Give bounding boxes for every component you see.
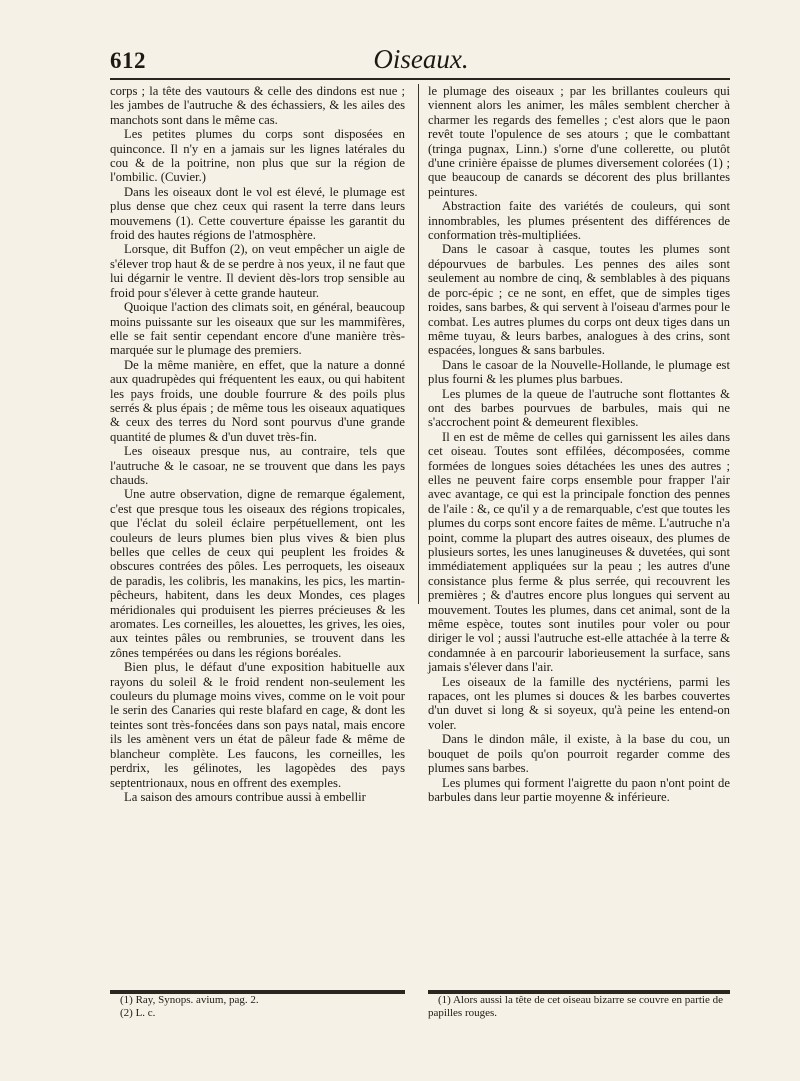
right-column	[428, 84, 730, 804]
paragraph: Les petites plumes du corps sont disposées en quinconce. Il n'y en a jamais sur les lignes latérales du cou & de la poitrine, non plus que sur la région de l'ombilic. (Cuvier.)	[110, 127, 405, 185]
paragraph: Abstraction faite des variétés de couleurs, qui sont innombrables, les plumes présentent des différences de conformation très-multipliées.	[428, 199, 730, 243]
paragraph: De la même manière, en effet, que la nature a donné aux quadrupèdes qui fréquentent les eaux, ou qui habitent les pays froids, une double fourrure & des poils plus serrés & plus épais ; de même tous les oiseaux aquatiques & ceux des terres du Nord sont pourvus d'une grande quantité de plumes & d'un duvet très-fin.	[110, 357, 405, 444]
paragraph: Quoique l'action des climats soit, en général, beaucoup moins puissante sur les oiseaux que sur les mammifères, elle se fait sentir cependant encore d'une manière très-marquée sur le plumage des premiers.	[110, 300, 405, 358]
paragraph: Dans le dindon mâle, il existe, à la base du cou, un bouquet de poils qu'on pourroit regarder comme des plumes sans barbes.	[428, 732, 730, 776]
paragraph: Dans les oiseaux dont le vol est élevé, le plumage est plus dense que chez ceux qui rasent la terre dans leurs mouvemens (1). Cette couverture épaisse les garantit du froid des hautes régions de l'atmosphère.	[110, 184, 405, 243]
paragraph: Dans le casoar de la Nouvelle-Hollande, le plumage est plus fourni & les plumes plus barbues.	[428, 357, 730, 387]
paragraph: Bien plus, le défaut d'une exposition habituelle aux rayons du soleil & le froid rendent non-seulement les couleurs du plumage moins vives, comme on le voit pour le serin des Canaries qui reste blafard en cage, & dont les teintes sont très-foncées dans son pays natal, mais encore ils les amènent vers un état de pâleur fade & même de blancheur complète. Les faucons, les corneilles, les perdrix, les gélinotes, les lagopèdes des pays septentrionaux, nous en offrent des exemples.	[110, 660, 405, 790]
footnote-rule	[110, 990, 405, 994]
paragraph: Les oiseaux presque nus, au contraire, tels que l'autruche & le casoar, ne se trouvent que dans les pays chauds.	[110, 444, 405, 487]
footnote: (2) L. c.	[120, 1007, 156, 1019]
footnote: (1) Alors aussi la tête de cet oiseau bizarre se couvre en partie de papilles rouges.	[428, 994, 723, 1019]
paragraph: le plumage des oiseaux ; par les brillantes couleurs qui viennent alors les animer, les mâles semblent chercher à charmer les regards des femelles ; c'est alors que le paon revêt toute l'opulence de ses atours ; que le combattant (tringa pugnax, Linn.) s'orne d'une collerette, ou plutôt d'une crinière épaisse de plumes diversement colorées (1) ; que beaucoup de canards se décorent des plus brillantes peintures.	[428, 84, 730, 199]
paragraph: Une autre observation, digne de remarque également, c'est que presque tous les oiseaux des régions tropicales, que l'éclat du soleil éclaire perpétuellement, ont les couleurs de leurs plumes bien plus vives & bien plus belles que celles de ceux qui peuplent les froides & obscures contrées des pôles. Les perroquets, les oiseaux de paradis, les colibris, les manakins, les pics, les martin-pêcheurs, habitent, dans les deux Mondes, ces plages méridionales qui produisent les pierres précieuses & les aromates. Les corneilles, les alouettes, les grives, les oies, aux teintes pâles ou rembrunies, se trouvent dans les zônes tempérées ou dans les régions boréales.	[110, 487, 405, 660]
running-title: Oiseaux.	[373, 44, 469, 74]
footnote-rule	[428, 990, 730, 994]
paragraph: corps ; la tête des vautours & celle des dindons est nue ; les jambes de l'autruche & des échassiers, & les ailes des manchots sont dans le même cas.	[110, 84, 405, 127]
footnote: (1) Ray, Synops. avium, pag. 2.	[120, 994, 259, 1006]
footnotes-left	[110, 994, 405, 1020]
paragraph: Lorsque, dit Buffon (2), on veut empêcher un aigle de s'élever trop haut & de se perdre à nos yeux, il ne faut que lui dégarnir le ventre. Il devient dès-lors trop sensible au froid pour s'élever à cette grande hauteur.	[110, 242, 405, 300]
paragraph: Les oiseaux de la famille des nyctériens, parmi les rapaces, ont les plumes si douces & les barbes couvertes d'un duvet si long & si soyeux, qu'à peine les entend-on voler.	[428, 674, 730, 732]
paragraph: Les plumes de la queue de l'autruche sont flottantes & ont des barbes pourvues de barbules, mais qui ne s'accrochent point & demeurent flexibles.	[428, 386, 730, 430]
paragraph: La saison des amours contribue aussi à embellir	[124, 789, 366, 804]
paragraph: Dans le casoar à casque, toutes les plumes sont dépourvues de barbules. Les pennes des ailes sont seulement au nombre de cinq, & semblables à des piquans de porc-épic ; ce ne sont, en effet, que de simples tiges roides, sans barbes, & qui servent à l'oiseau d'armes pour le combat. Les autres plumes du corps ont deux tiges dans un même tuyau, & leurs barbes, analogues à des crins, sont espacées, longues & sans barbules.	[428, 242, 730, 358]
column-divider	[418, 84, 419, 604]
page-number: 612	[110, 48, 146, 73]
header-rule	[110, 78, 730, 80]
paragraph: Les plumes qui forment l'aigrette du paon n'ont point de barbules dans leur partie moyenne & inférieure.	[428, 775, 730, 804]
paragraph: Il en est de même de celles qui garnissent les ailes dans cet oiseau. Toutes sont effilées, décomposées, comme formées de longues soies détachées les unes des autres ; elles ne peuvent faire corps ensemble pour frapper l'air avec avantage, ce qui est la principale fonction des pennes de l'aile : &, ce qu'il y a de remarquable, c'est que toutes les plumes du corps sont encore faites de même. L'autruche n'a point, comme la plupart des autres oiseaux, des plumes de plusieurs sortes, les unes lanugineuses & duvetées, qui sont immédiatement appliquées sur la peau ; les autres d'une consistance plus ferme & plus serrée, qui recouvrent les premières ; & d'autres encore plus longues qui servent au mouvement. Toutes les plumes, dans cet animal, sont de la même espèce, toutes sont inutiles pour voler ou pour diriger le vol ; aussi l'autruche est-elle attachée à la terre & condamnée à en parcourir laborieusement la surface, sans jamais s'élever dans l'air.	[428, 429, 730, 675]
left-column	[110, 84, 405, 804]
footnotes-right	[428, 994, 730, 1020]
